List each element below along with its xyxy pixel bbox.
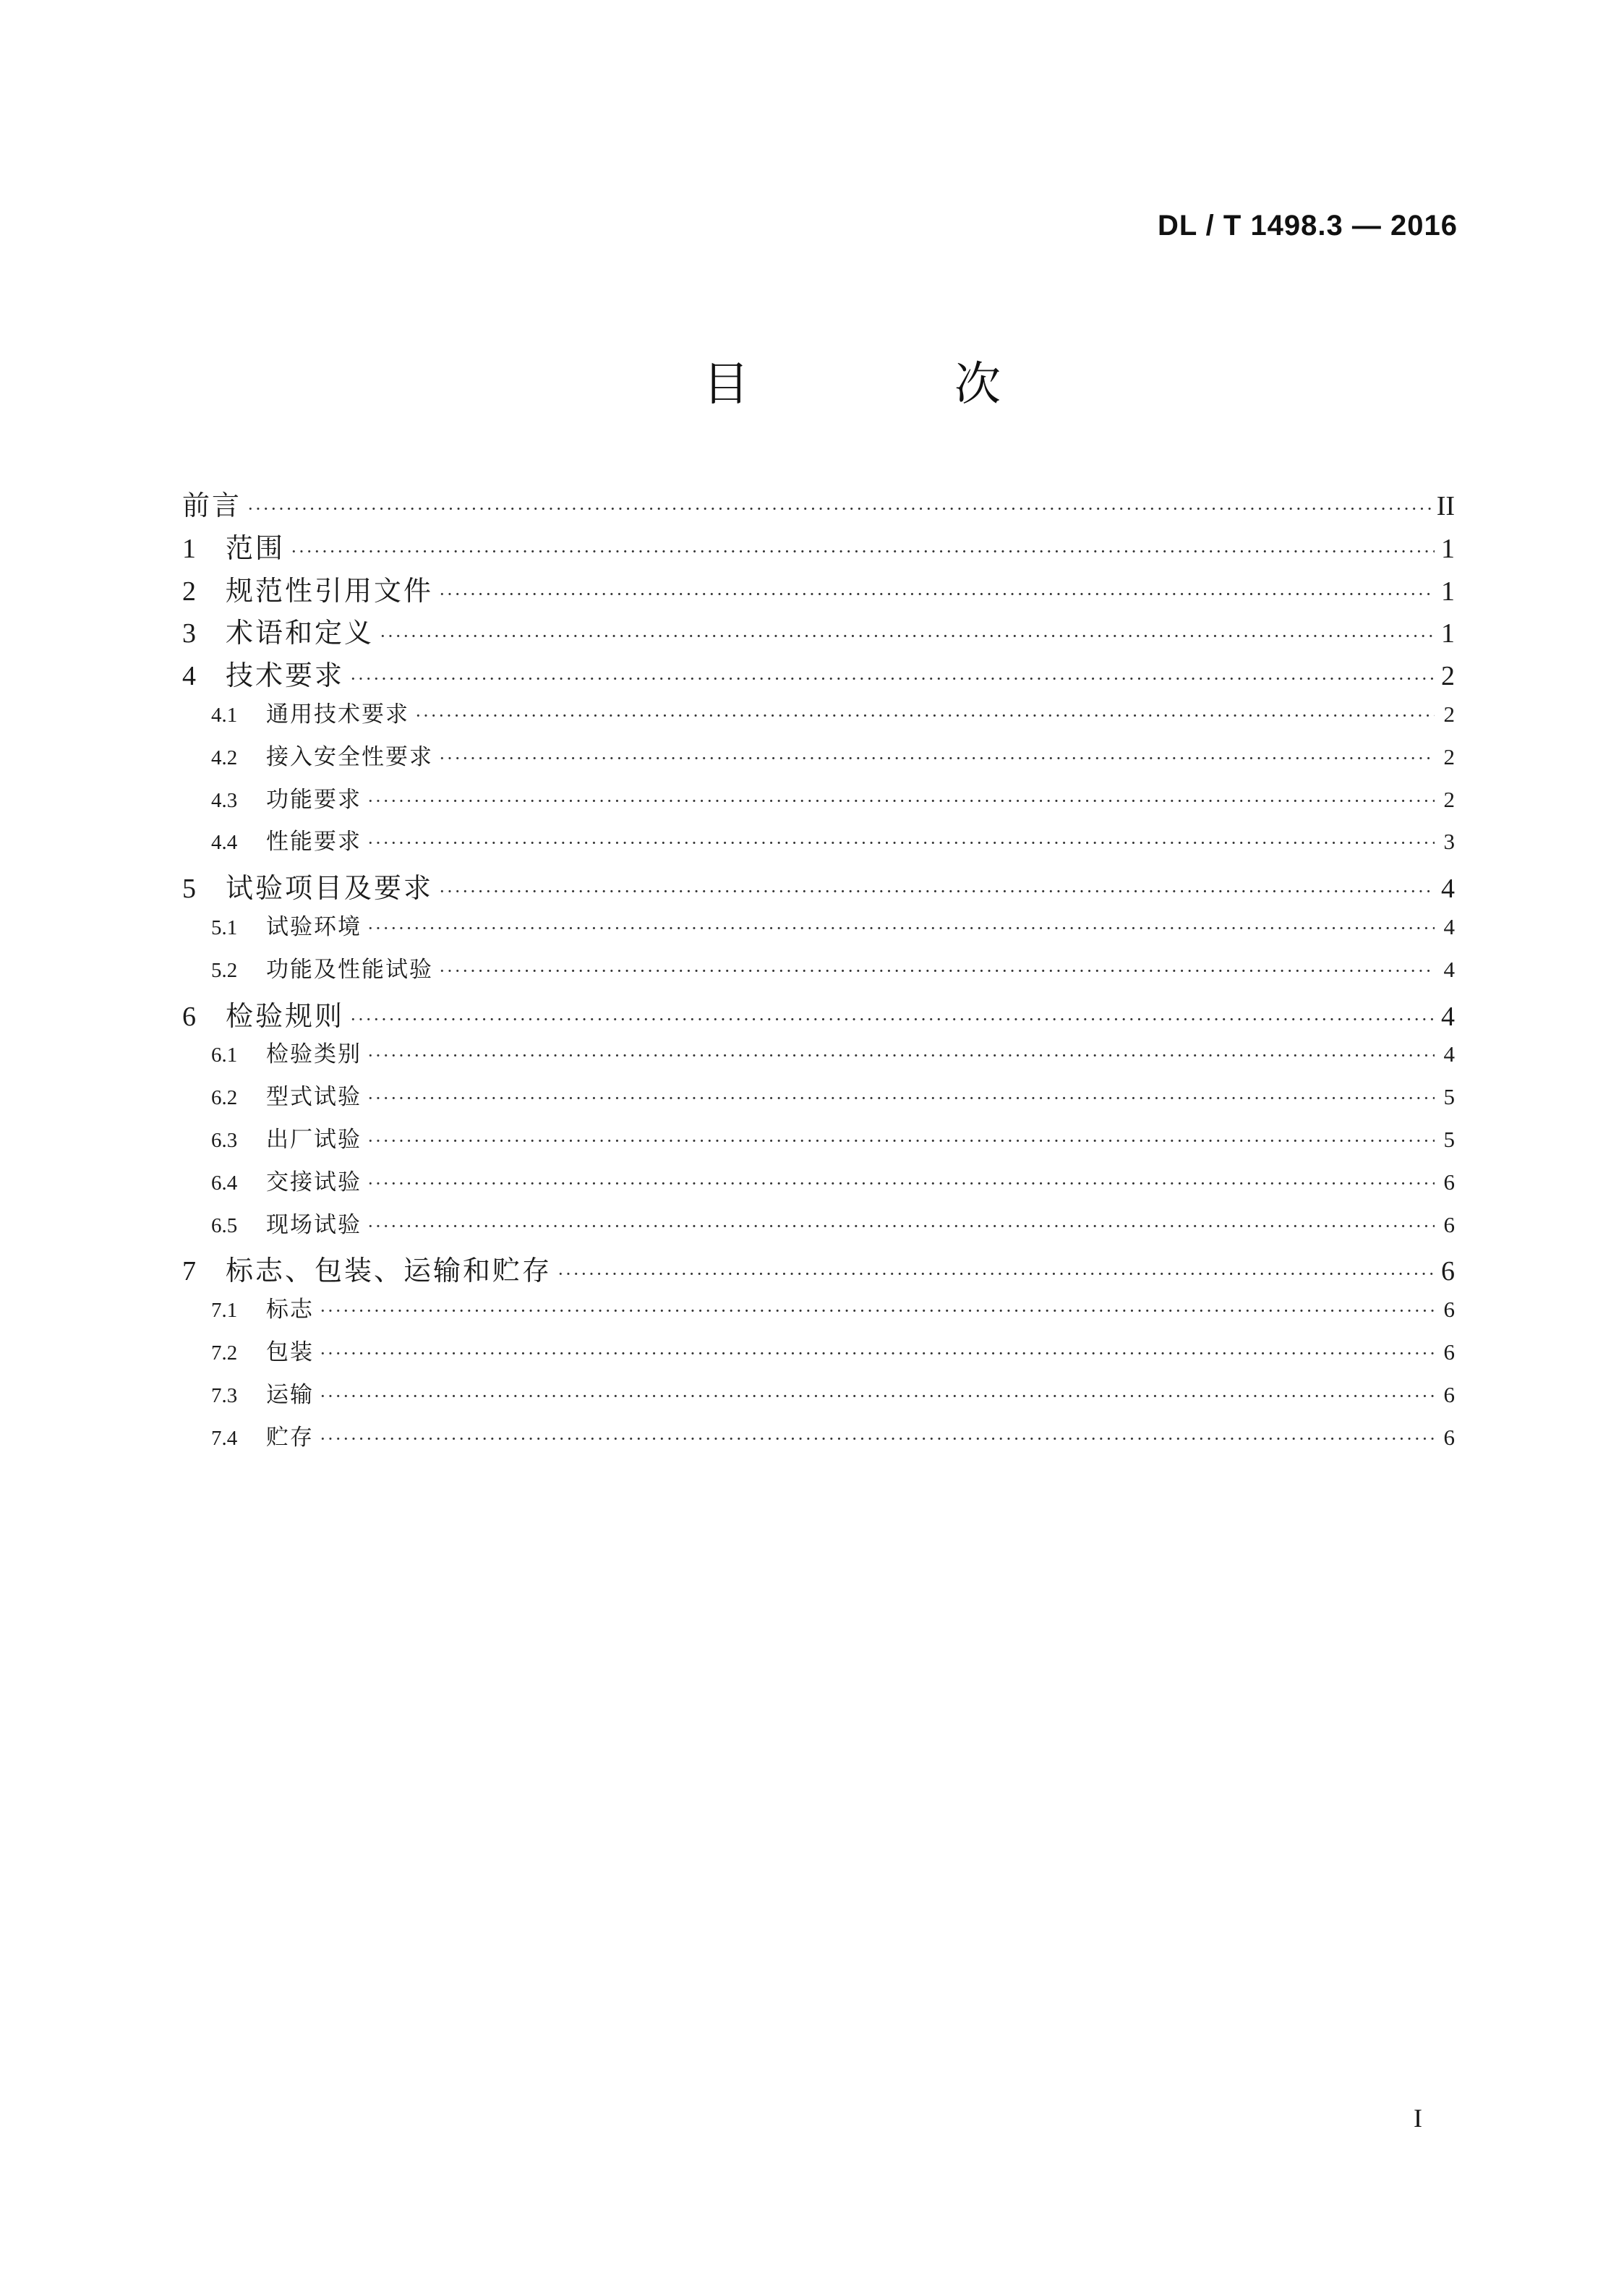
dot-leader [415,705,1435,727]
toc-entry-page: 4 [1443,913,1455,939]
toc-entry-number: 7 [182,1256,196,1287]
toc-entry-number: 4.1 [211,703,238,727]
toc-entry-page: 5 [1443,1084,1455,1110]
dot-leader [350,1009,1435,1030]
toc-entry-page: 1 [1441,618,1455,649]
toc-entry-label: 检验类别 [266,1041,362,1068]
toc-entry-page: 4 [1441,1001,1455,1032]
toc-entry-label: 性能要求 [266,829,362,855]
toc-entry[interactable] [182,568,1455,611]
toc-entry[interactable] [182,1206,1455,1249]
toc-entry-label: 贮存 [266,1424,314,1451]
toc-entry[interactable] [182,781,1455,824]
toc-entry[interactable] [182,1291,1455,1333]
dot-leader [380,626,1435,647]
toc-entry-page: 2 [1443,786,1455,812]
toc-entry[interactable] [182,526,1455,568]
toc-entry-number: 5.2 [211,958,238,982]
toc-entry-number: 7.3 [211,1383,238,1407]
toc-entry[interactable] [182,1248,1455,1291]
toc-entry-number: 6.4 [211,1171,238,1195]
dot-leader [367,1045,1435,1067]
standard-number: DL / T 1498.3 — 2016 [1157,210,1458,242]
dot-leader [320,1428,1435,1450]
dot-leader [439,748,1435,769]
toc-entry-number: 7.2 [211,1341,238,1365]
toc-entry-label: 试验环境 [266,913,362,940]
toc-entry-page: 6 [1443,1211,1455,1237]
toc-entry-page: 2 [1443,743,1455,769]
dot-leader [320,1300,1435,1322]
page-number: I [1414,2104,1422,2133]
toc-entry-page: 5 [1443,1126,1455,1152]
toc-entry[interactable] [182,483,1455,526]
toc-entry[interactable] [182,908,1455,951]
table-of-contents [182,483,1455,1461]
dot-leader [367,918,1435,939]
toc-entry-number: 2 [182,576,196,607]
dot-leader [320,1386,1435,1407]
toc-entry[interactable] [182,951,1455,994]
toc-entry[interactable] [182,696,1455,738]
toc-entry-number: 4.2 [211,746,238,769]
toc-entry-page: 1 [1441,576,1455,607]
toc-entry-page: II [1436,491,1455,521]
toc-entry-page: 2 [1441,661,1455,692]
toc-entry[interactable] [182,1376,1455,1419]
toc-entry-page: 1 [1441,533,1455,564]
toc-entry-page: 6 [1443,1339,1455,1365]
toc-entry-label: 接入安全性要求 [266,743,433,770]
toc-entry-page: 3 [1443,829,1455,855]
toc-entry-label: 功能及性能试验 [266,956,433,983]
toc-entry-label: 标志 [266,1297,314,1323]
dot-leader [367,790,1435,812]
toc-entry-number: 6.3 [211,1128,238,1152]
toc-entry[interactable] [182,823,1455,866]
toc-entry-label: 技术要求 [226,660,345,692]
dot-leader [439,584,1435,605]
toc-entry-page: 6 [1443,1424,1455,1450]
toc-entry-number: 1 [182,533,196,564]
page-title: 目 次 [703,358,1080,411]
dot-leader [439,881,1435,902]
toc-entry-number: 4.4 [211,831,238,855]
toc-entry-number: 5 [182,874,196,905]
toc-entry-number: 7.4 [211,1426,238,1450]
toc-entry-page: 6 [1443,1381,1455,1407]
dot-leader [367,1216,1435,1237]
toc-entry[interactable] [182,1036,1455,1078]
toc-entry[interactable] [182,1078,1455,1121]
toc-entry[interactable] [182,1419,1455,1461]
toc-entry-page: 6 [1441,1256,1455,1287]
toc-entry-number: 3 [182,618,196,649]
toc-entry-label: 前言 [182,490,242,521]
toc-entry-number: 6 [182,1001,196,1032]
toc-entry-page: 4 [1443,1041,1455,1067]
dot-leader [291,541,1435,563]
dot-leader [557,1263,1435,1285]
toc-entry[interactable] [182,1164,1455,1206]
toc-entry-number: 7.1 [211,1299,238,1323]
toc-entry[interactable] [182,738,1455,781]
toc-entry-label: 型式试验 [266,1084,362,1111]
toc-entry-number: 5.1 [211,916,238,939]
toc-entry-label: 标志、包装、运输和贮存 [226,1255,552,1287]
toc-entry-label: 检验规则 [226,999,345,1032]
toc-entry[interactable] [182,994,1455,1036]
toc-entry-number: 6.5 [211,1213,238,1237]
toc-entry-label: 术语和定义 [226,617,375,649]
toc-entry-number: 6.1 [211,1044,238,1067]
toc-entry-page: 2 [1443,701,1455,727]
toc-entry-label: 现场试验 [266,1211,362,1238]
toc-entry-page: 6 [1443,1169,1455,1195]
dot-leader [367,1130,1435,1152]
toc-entry[interactable] [182,653,1455,696]
toc-entry[interactable] [182,1121,1455,1164]
toc-entry-label: 范围 [226,532,286,564]
toc-entry-label: 规范性引用文件 [226,574,434,607]
toc-entry[interactable] [182,1333,1455,1376]
dot-leader [367,1088,1435,1109]
toc-entry-number: 6.2 [211,1086,238,1110]
toc-entry-page: 4 [1443,956,1455,982]
dot-leader [367,1173,1435,1195]
dot-leader [320,1343,1435,1365]
dot-leader [367,832,1435,854]
toc-entry-label: 功能要求 [266,786,362,813]
toc-entry-label: 运输 [266,1381,314,1408]
toc-entry-number: 4 [182,661,196,692]
dot-leader [247,498,1432,520]
toc-entry-label: 交接试验 [266,1169,362,1195]
toc-entry-page: 4 [1441,874,1455,905]
toc-entry-label: 通用技术要求 [266,701,409,727]
dot-leader [350,668,1435,690]
dot-leader [439,960,1435,982]
toc-entry-label: 试验项目及要求 [226,872,434,905]
toc-entry[interactable] [182,610,1455,653]
toc-entry-label: 出厂试验 [266,1126,362,1153]
toc-entry[interactable] [182,866,1455,908]
toc-entry-number: 4.3 [211,788,238,812]
toc-entry-page: 6 [1443,1297,1455,1323]
toc-entry-label: 包装 [266,1339,314,1365]
